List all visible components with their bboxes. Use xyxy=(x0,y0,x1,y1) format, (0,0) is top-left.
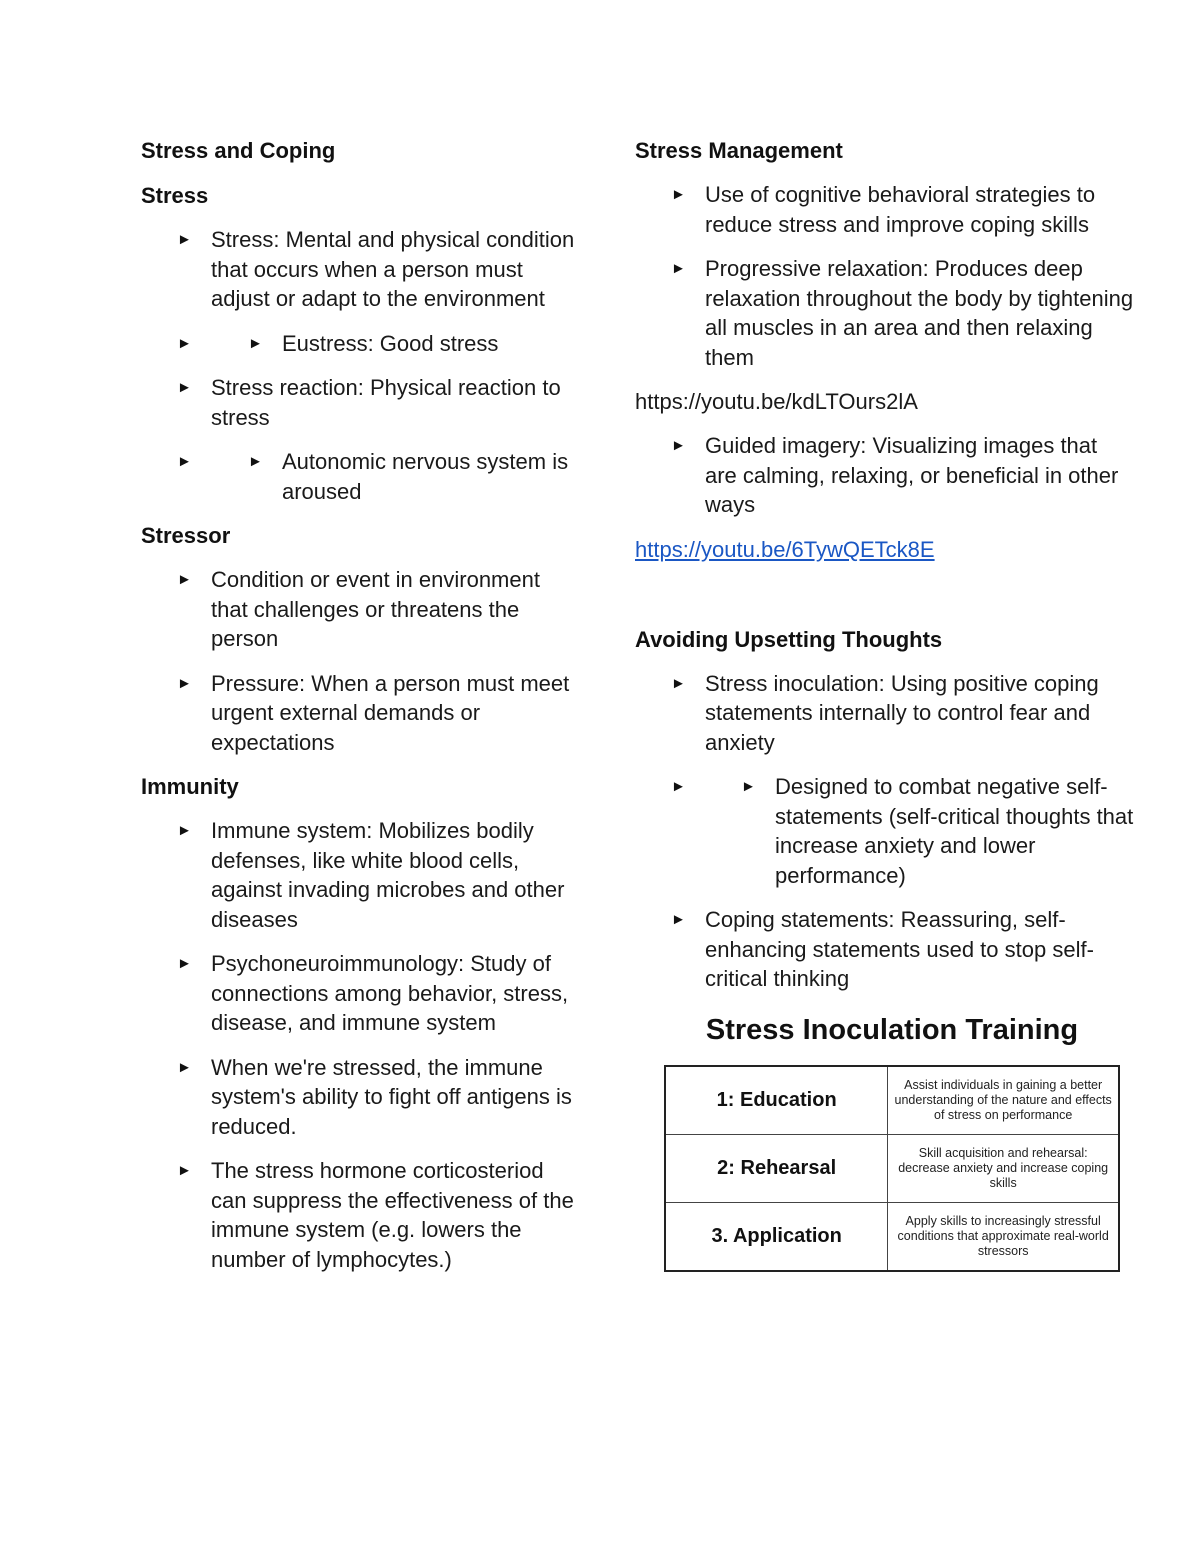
sit-desc: Assist individuals in gaining a better understanding of the nature and effects of stress on performance xyxy=(888,1066,1119,1135)
list-item: ► Progressive relaxation: Produces deep relaxation throughout the body by tightening all muscles in an area and then relaxing them xyxy=(705,254,1135,372)
list-item: ► Psychoneuroimmunology: Study of connections among behavior, stress, disease, and immune system xyxy=(211,949,581,1038)
stress-reaction-sublist xyxy=(211,447,581,506)
table-row xyxy=(665,1066,1119,1135)
list-item: ► Pressure: When a person must meet urgent external demands or expectations xyxy=(211,669,581,758)
list-item: ► Coping statements: Reassuring, self-enhancing statements used to stop self-critical thinking xyxy=(705,905,1135,994)
management-list xyxy=(635,180,1135,372)
right-column xyxy=(635,136,1135,1272)
list-item: ► Stress reaction: Physical reaction to stress xyxy=(211,373,581,432)
list-item: ► Immune system: Mobilizes bodily defenses, like white blood cells, against invading microbes and other diseases xyxy=(211,816,581,934)
table-row xyxy=(665,1134,1119,1202)
stressor-list xyxy=(141,565,581,757)
section-heading-avoiding: Avoiding Upsetting Thoughts xyxy=(635,626,943,652)
list-item: ► ► Designed to combat negative self-statements (self-critical thoughts that increase anxiety and lower performance) xyxy=(775,772,1135,890)
sit-stage: 1: Education xyxy=(665,1066,888,1135)
stress-sublist xyxy=(211,329,581,359)
video-link[interactable]: https://youtu.be/6TywQETck8E xyxy=(635,536,935,562)
sit-title: Stress Inoculation Training xyxy=(705,1013,1079,1046)
avoiding-sublist xyxy=(705,772,1135,890)
section-heading-immunity: Immunity xyxy=(141,774,239,799)
sit-stage: 2: Rehearsal xyxy=(665,1134,888,1202)
sit-desc: Apply skills to increasingly stressful conditions that approximate real-world stressors xyxy=(888,1202,1119,1271)
list-item: ► Use of cognitive behavioral strategies to reduce stress and improve coping skills xyxy=(705,180,1135,239)
stress-list xyxy=(141,225,581,506)
list-item: ► When we're stressed, the immune system's ability to fight off antigens is reduced. xyxy=(211,1053,581,1142)
list-item: ► Stress: Mental and physical condition that occurs when a person must adjust or adapt to the environment xyxy=(211,225,581,314)
list-item: ► Guided imagery: Visualizing images that are calming, relaxing, or beneficial in other ways xyxy=(705,431,1135,520)
page-title: Stress and Coping xyxy=(141,138,336,163)
avoiding-list xyxy=(635,669,1135,994)
list-item: ► Condition or event in environment that challenges or threatens the person xyxy=(211,565,581,654)
list-item: ► ► Autonomic nervous system is aroused xyxy=(282,447,581,506)
list-item: ► Stress inoculation: Using positive coping statements internally to control fear and anxiety xyxy=(705,669,1135,758)
sit-figure xyxy=(664,1014,1120,1272)
left-column xyxy=(141,136,581,1274)
sit-table xyxy=(664,1065,1120,1272)
video-link-text: https://youtu.be/kdLTOurs2lA xyxy=(635,389,918,414)
section-heading-stress-management: Stress Management xyxy=(635,138,843,163)
section-heading-stress: Stress xyxy=(141,183,209,208)
table-row xyxy=(665,1202,1119,1271)
list-item: ► The stress hormone corticosteriod can suppress the effectiveness of the immune system (e.g. lowers the number of lymphocytes.) xyxy=(211,1156,581,1274)
immunity-list xyxy=(141,816,581,1274)
guided-list xyxy=(635,431,1135,520)
sit-desc: Skill acquisition and rehearsal: decrease anxiety and increase coping skills xyxy=(888,1134,1119,1202)
list-item: ► ► Eustress: Good stress xyxy=(282,329,581,359)
sit-stage: 3. Application xyxy=(665,1202,888,1271)
section-heading-stressor: Stressor xyxy=(141,523,231,548)
